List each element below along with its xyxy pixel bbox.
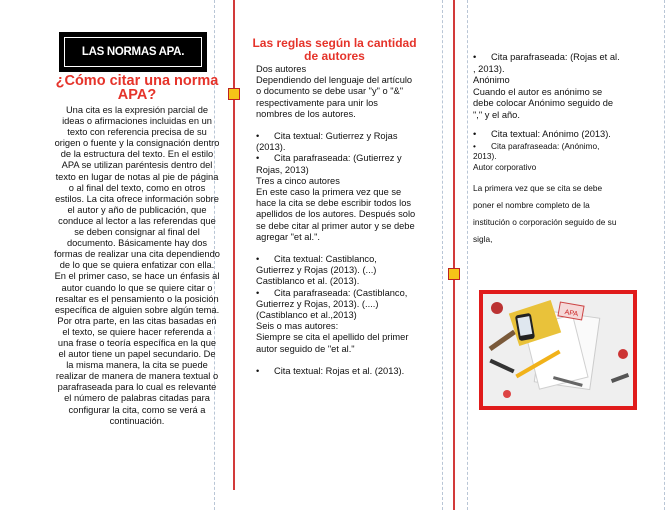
anonimo-text: Cuando el autor es anónimo se debe colocar Anónimo seguido de "," y el año. — [473, 86, 614, 120]
column-guide — [442, 0, 443, 510]
bullet-icon: • — [473, 140, 476, 151]
apa-note-label: APA — [564, 308, 579, 319]
list-item — [256, 131, 416, 153]
seis-mas-text: Siempre se cita el apellido del primer autor seguido de "et al." — [256, 332, 409, 354]
list-item — [256, 254, 416, 288]
title-text: LAS NORMAS APA. — [64, 37, 202, 67]
panel1-heading: ¿Cómo citar una norma APA? — [55, 73, 219, 103]
corporativo-text: La primera vez que se cita se debe poner el nombre completo de la institución o corporación seguido de su sigla, — [473, 183, 617, 244]
panel2-content — [256, 64, 416, 377]
citation-text: Cita textual: Anónimo (2013). — [491, 129, 611, 139]
bullet-icon: • — [473, 52, 477, 62]
office-supplies-illustration — [483, 294, 633, 406]
citation-text: Cita parafraseada: (Castiblanco, Gutierrez y Rojas, 2013). (....) (Castiblanco et al.,2013) — [256, 287, 408, 321]
tres-cinco-text: En este caso la primera vez que se hace la cita se debe escribir todos los apellidos de los autores. Después solo se debe citar al primer autor y se debe agregar "et al.". — [256, 187, 416, 242]
list-item — [256, 288, 416, 322]
column-guide — [467, 0, 468, 510]
bullet-icon: • — [256, 131, 260, 142]
citation-text: Cita textual: Castiblanco, Gutierrez y Rojas (2013). (...) Castiblanco et al. (2013). — [256, 254, 377, 287]
citation-text: Cita parafraseada: (Anónimo, 2013). — [473, 140, 600, 161]
bullet-icon: • — [256, 254, 260, 265]
column-separator-line — [233, 0, 235, 490]
citation-text: Cita textual: Gutierrez y Rojas (2013). — [256, 131, 398, 153]
citation-text: Cita parafraseada: (Rojas et al. , 2013). — [473, 52, 620, 74]
corporativo-label: Autor corporativo — [473, 161, 537, 172]
bullet-icon: • — [256, 365, 260, 376]
bullet-icon: • — [256, 287, 260, 298]
anonimo-label: Anónimo — [473, 75, 510, 85]
title-box — [59, 32, 207, 72]
separator-marker — [228, 88, 240, 100]
bullet-icon: • — [473, 129, 477, 139]
list-item — [473, 52, 623, 75]
illustration-image — [479, 290, 637, 410]
list-item — [473, 129, 623, 141]
column-guide — [664, 0, 665, 510]
citation-text: Cita textual: Rojas et al. (2013). — [274, 365, 405, 376]
bullet-icon: • — [256, 153, 260, 164]
seis-mas-label: Seis o mas autores: — [256, 321, 339, 332]
column-separator-line — [453, 0, 455, 510]
panel3-content — [473, 52, 623, 248]
citation-text: Cita parafraseada: (Gutierrez y Rojas, 2013) — [256, 153, 402, 175]
separator-marker — [448, 268, 460, 280]
list-item — [256, 366, 416, 377]
dos-autores-label: Dos autores — [256, 64, 307, 74]
panel2-heading: Las reglas según la cantidad de autores — [252, 36, 417, 63]
list-item — [256, 153, 416, 175]
panel1-body: Una cita es la expresión parcial de ideas o afirmaciones incluidas en un texto con referencia precisa de su origen o fuente y la consignación dentro de la estructura del texto. En el estilo APA se utilizan paréntesis dentro del texto en lugar de notas al pie de página o al final del texto, como en otros estilos. La cita ofrece información sobre el autor y año de publicación, que conduce al lector a las referendas que se deben consignar al final del documento. Básicamente hay dos formas de realizar una cita dependiendo de lo que se quiera enfatizar con ella. En el primer caso, se hace un énfasis al autor cuando lo que se quiere citar o resaltar es el pensamiento o la posición específica de alguien sobre algún tema. Por otra parte, en las citas basadas en el texto, se quiere hacer referenda a una frase o teoría específica en la que el autor tiene un papel secundario. De la misma manera, la cita se puede realizar de manera de manera textual o parafraseada para lo cual es relevante el número de palabras citadas para configurar la cita, como se verá a continuación. — [54, 105, 220, 426]
tres-cinco-label: Tres a cinco autores — [256, 175, 340, 186]
list-item — [473, 141, 623, 162]
dos-autores-text: Dependiendo del lenguaje del artículo o documento se debe usar "y" o "&" respectivamente para unir los nombres de los autores. — [256, 75, 413, 119]
